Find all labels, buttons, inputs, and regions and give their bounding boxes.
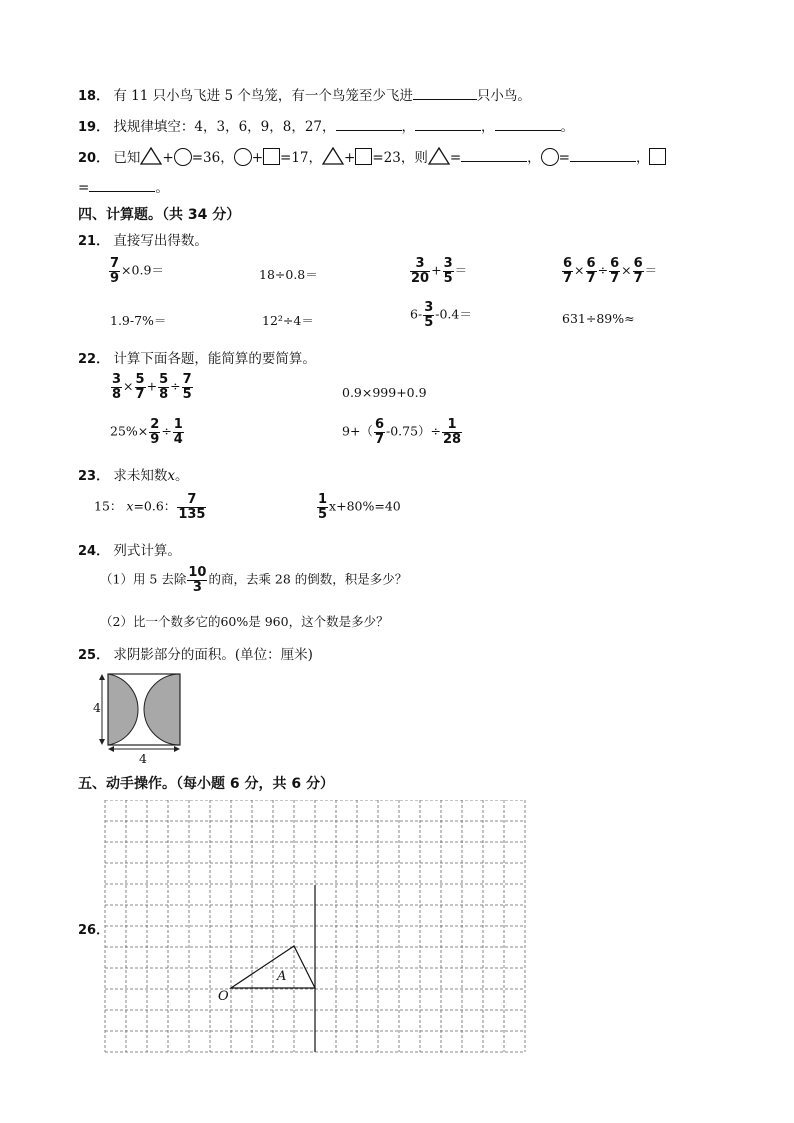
calc-22-3: 25%× $\frac{2}{9}$ ÷ $\frac{1}{4}$ [110,417,183,447]
answer-blank[interactable] [461,149,527,162]
equals-sign: = [78,180,90,196]
calc-21-2: 18÷0.8＝ [259,267,318,282]
period: 。 [155,180,169,196]
answer-blank[interactable] [413,87,477,100]
question-18 [78,84,531,104]
fraction: $\frac{10}{3}$ [188,565,207,595]
fraction: $\frac{1}{4}$ [173,417,183,447]
bottom-length-label: 4 [139,751,147,766]
question-number: 20． [78,151,110,166]
period: 。 [560,119,575,135]
circle-icon [174,148,192,166]
question-text-end: 只小鸟。 [476,88,531,104]
fraction: $\frac{1}{5}$ [318,492,328,522]
calc-21-7: 6- $\frac{3}{5}$ -0.4＝ [410,300,472,330]
calc-21-4: $\frac{6}{7}$ × $\frac{6}{7}$ ÷ $\frac{6}{7}$ × $\frac{6}{7}$ ＝ [563,256,658,286]
question-25 [78,643,313,663]
fraction: $\frac{6}{7}$ [563,256,573,286]
question-21 [78,229,208,249]
square-icon [263,148,280,165]
fraction: $\frac{3}{8}$ [112,372,122,402]
plus-sign: + [162,150,174,166]
fraction: $\frac{6}{7}$ [610,256,620,286]
equation-text: =36， [191,150,234,166]
question-20-continued [78,176,169,196]
calc-21-8: 631÷89%≈ [562,311,635,326]
calc-22-2: 0.9×999+0.9 [342,385,427,400]
calc-21-3: $\frac{3}{20}$ + $\frac{3}{5}$ ＝ [411,256,468,286]
question-20 [78,146,666,166]
fraction: $\frac{7}{135}$ [178,492,206,522]
circle-icon [541,148,559,166]
answer-blank[interactable] [495,118,561,131]
question-number: 24． [78,544,110,559]
separator: ， [401,119,416,135]
grid-diagram [104,800,528,1056]
question-24 [78,539,181,559]
square-icon [355,148,372,165]
question-text: 求阴影部分的面积。(单位：厘米) [113,647,313,663]
calc-22-1: $\frac{3}{8}$ × $\frac{5}{7}$ + $\frac{5}{8}$ ÷ $\frac{7}{5}$ [112,372,192,402]
question-text: 找规律填空：4，3，6，9，8，27， [113,119,336,135]
variable-x: x [167,468,176,484]
fraction: $\frac{2}{9}$ [150,417,160,447]
question-number: 22． [78,352,110,367]
question-26-number: 26． [78,923,110,938]
calc-21-5: 1.9-7%＝ [110,313,167,328]
question-text: 有 11 只小鸟飞进 5 个鸟笼，有一个鸟笼至少飞进 [113,88,413,104]
triangle-a-label: A [277,969,287,984]
plus-sign: + [344,150,356,166]
fraction: $\frac{7}{5}$ [182,372,192,402]
triangle-icon [140,147,162,165]
point-o-label: O [218,989,229,1004]
question-number: 23． [78,469,110,484]
answer-blank[interactable] [89,179,155,192]
equals-sign: = [449,150,462,166]
question-22 [78,347,316,367]
question-text: 计算下面各题，能简算的要简算。 [113,351,316,367]
fraction: $\frac{5}{7}$ [135,372,145,402]
question-number: 19． [78,120,110,135]
square-icon [649,148,666,165]
answer-blank[interactable] [336,118,402,131]
plus-sign: + [251,150,264,166]
fraction: $\frac{6}{7}$ [374,417,384,447]
separator: ， [481,119,495,135]
triangle-icon [428,147,450,165]
section-4-title: 四、计算题。（共 34 分） [78,207,241,223]
equals-sign: = [558,150,570,166]
equation-23-1: 15： x=0.6： $\frac{7}{135}$ [94,492,206,522]
question-text: 求未知数 [113,468,168,484]
shaded-area-figure [86,668,186,768]
equation-text: =23，则 [372,150,428,166]
question-24-part-1: （1）用 5 去除 $\frac{10}{3}$ 的商，去乘 28 的倒数，积是多少？ [100,565,408,595]
calc-21-1: $\frac{7}{9}$ ×0.9＝ [110,256,164,286]
answer-blank[interactable] [415,118,481,131]
answer-blank[interactable] [570,149,636,162]
fraction: $\frac{1}{28}$ [443,417,462,447]
equation-23-2: $\frac{1}{5}$ x+80%=40 [318,492,401,522]
question-24-part-2: （2）比一个数多它的60%是 960，这个数是多少？ [100,614,389,629]
calc-22-4: 9+（ $\frac{6}{7}$ -0.75）÷ $\frac{1}{28}$ [342,417,462,447]
section-5-title: 五、动手操作。（每小题 6 分，共 6 分） [78,776,334,792]
question-number: 25． [78,648,110,663]
question-text: 直接写出得数。 [113,233,208,249]
fraction: $\frac{6}{7}$ [586,256,596,286]
separator: ， [635,150,650,166]
question-text: 已知 [113,150,141,166]
side-length-label: 4 [93,700,101,715]
question-19 [78,115,574,135]
question-text: 列式计算。 [113,543,181,559]
triangle-icon [322,147,344,165]
fraction: $\frac{7}{9}$ [110,256,120,286]
question-23: 23． 求未知数x。 [78,468,189,484]
fraction: $\frac{3}{5}$ [443,256,453,286]
equation-text: =17， [280,150,323,166]
fraction: $\frac{3}{20}$ [411,256,430,286]
fraction: $\frac{3}{5}$ [424,300,434,330]
calc-21-6: 12²÷4＝ [262,313,314,328]
circle-icon [234,148,252,166]
question-number: 21． [78,234,110,249]
fraction: $\frac{6}{7}$ [633,256,643,286]
separator: ， [527,150,541,166]
question-number: 18． [78,89,110,104]
fraction: $\frac{5}{8}$ [159,372,169,402]
